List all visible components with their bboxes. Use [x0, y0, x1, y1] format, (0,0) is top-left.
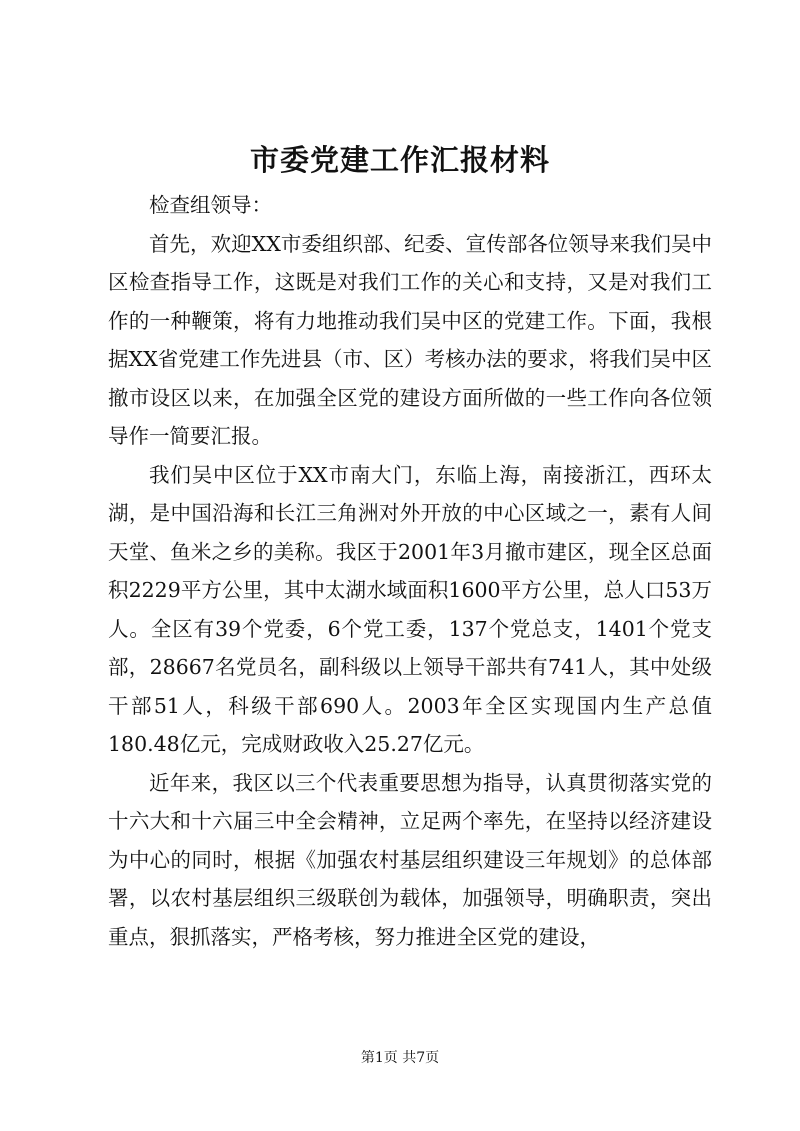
- total-pages: 共7页: [402, 1050, 440, 1066]
- salutation: 检查组领导：: [149, 193, 272, 217]
- paragraph-recent-work: 近年来，我区以三个代表重要思想为指导，认真贯彻落实党的十六大和十六届三中全会精神，立足两个率先，在坚持以经济建设为中心的同时，根据《加强农村基层组织建设三年规划》的总体部署，以农村基层组织三级联创为载体，加强领导，明确职责，突出重点，狠抓落实，严格考核，努力推进全区党的建设，: [108, 770, 712, 949]
- paragraph-district-overview: 我们吴中区位于XX市南大门，东临上海，南接浙江，西环太湖，是中国沿海和长江三角洲对外开放的中心区域之一，素有人间天堂、鱼米之乡的美称。我区于2001年3月撤市建区，现全区总面积2229平方公里，其中太湖水域面积1600平方公里，总人口53万人。全区有39个党委，6个党工委，137个党总支，1401个党支部，28667名党员名，副科级以上领导干部共有741人，其中处级干部51人，科级干部690人。2003年全区实现国内生产总值180.48亿元，完成财政收入25.27亿元。: [108, 462, 712, 756]
- document-body: [108, 186, 712, 956]
- document-title: 市委党建工作汇报材料: [249, 143, 550, 177]
- paragraph-welcome: 首先，欢迎XX市委组织部、纪委、宣传部各位领导来我们吴中区检查指导工作，这既是对我们工作的关心和支持，又是对我们工作的一种鞭策，将有力地推动我们吴中区的党建工作。下面，我根据XX省党建工作先进县（市、区）考核办法的要求，将我们吴中区撤市设区以来，在加强全区党的建设方面所做的一些工作向各位领导作一简要汇报。: [108, 231, 712, 448]
- page-footer: [0, 1048, 800, 1068]
- page-number: 第1页: [360, 1050, 398, 1066]
